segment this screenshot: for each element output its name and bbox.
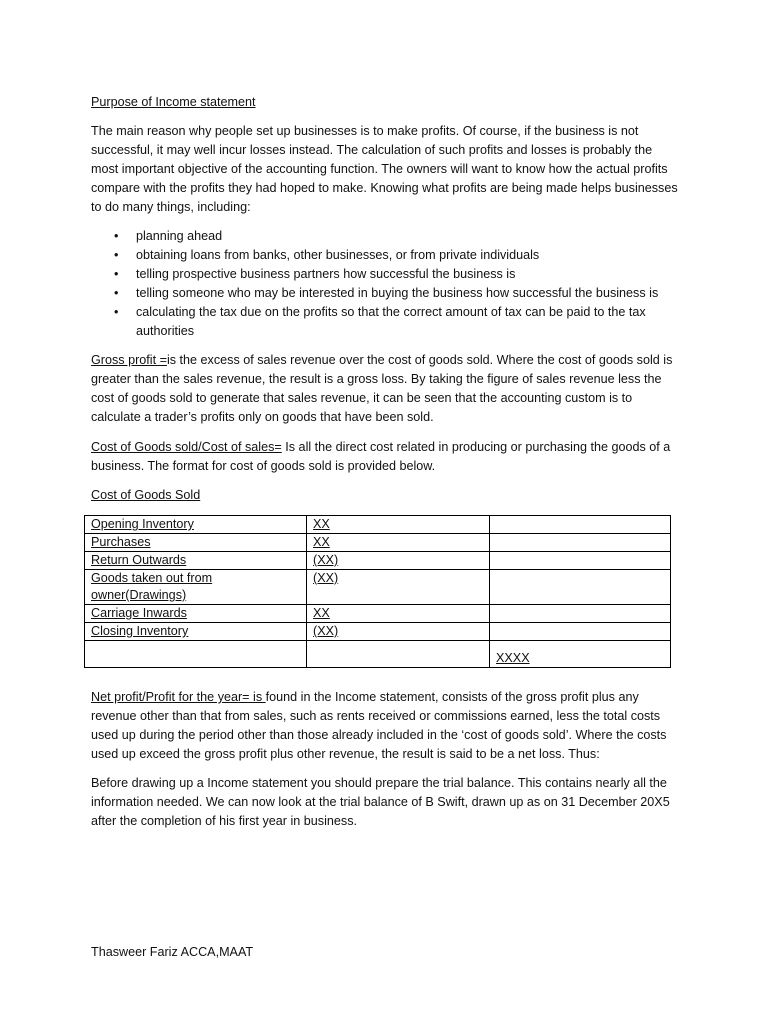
table-cell-total: [490, 516, 671, 534]
gross-profit-text: is the excess of sales revenue over the cost of goods sold. Where the cost of goods sold is greater than the sales revenue, the result is a gross loss. By taking the figure of sales revenue less the cost of goods sold to generate that sales revenue, it can be seen that the accounting custom is to calculate a trader’s profits only on goods that have been sold.: [91, 353, 673, 424]
table-row: [85, 552, 671, 570]
table-cell-amount: (XX): [307, 623, 490, 641]
table-cell-total: [490, 534, 671, 552]
table-row: [85, 570, 671, 605]
table-row: [85, 534, 671, 552]
list-item: • planning ahead: [91, 227, 681, 246]
bullet-icon: •: [114, 229, 119, 243]
list-item: • telling someone who may be interested in buying the business how successful the business is: [91, 284, 681, 303]
table-cell-label: Purchases: [85, 534, 307, 552]
table-cell-amount: [307, 641, 490, 668]
table-cell-amount: (XX): [307, 552, 490, 570]
bullet-list: [91, 227, 681, 341]
table-cell-label: [85, 641, 307, 668]
table-row: [85, 641, 671, 668]
gross-profit-paragraph: [91, 351, 681, 427]
bullet-icon: •: [114, 267, 119, 281]
table-cell-total: XXXX: [490, 641, 671, 668]
table-cell-total: [490, 623, 671, 641]
table-row: [85, 605, 671, 623]
section-heading: Purpose of Income statement: [91, 95, 256, 109]
table-row: [85, 516, 671, 534]
bullet-icon: •: [114, 286, 119, 300]
author-footer: Thasweer Fariz ACCA,MAAT: [91, 945, 254, 959]
cogs-table: [84, 515, 671, 668]
table-cell-amount: XX: [307, 516, 490, 534]
net-profit-paragraph: [91, 688, 681, 764]
trial-balance-paragraph: Before drawing up a Income statement you should prepare the trial balance. This contains nearly all the information needed. We can now look at the trial balance of B Swift, drawn up as on 31 December 20X5 after the completion of his first year in business.: [91, 776, 670, 828]
bullet-icon: •: [114, 248, 119, 262]
table-cell-total: [490, 605, 671, 623]
table-cell-amount: (XX): [307, 570, 490, 605]
cogs-title: Cost of Goods Sold: [91, 488, 201, 502]
list-item: • telling prospective business partners how successful the business is: [91, 265, 681, 284]
intro-paragraph: The main reason why people set up businesses is to make profits. Of course, if the business is not successful, it may well incur losses instead. The calculation of such profits and losses is probably the most important objective of the accounting function. The owners will want to know how the actual profits compare with the profits they had hoped to make. Knowing what profits are being made helps businesses to do many things, including:: [91, 124, 678, 214]
list-item: • obtaining loans from banks, other businesses, or from private individuals: [91, 246, 681, 265]
table-cell-amount: XX: [307, 605, 490, 623]
table-cell-label: Return Outwards: [85, 552, 307, 570]
table-cell-total: [490, 552, 671, 570]
table-cell-total: [490, 570, 671, 605]
net-profit-text: found in the Income statement, consists of the gross profit plus any revenue other than that from sales, such as rents received or commissions earned, less the total costs used up during the period other than those already included in the ‘cost of goods sold’. Where the costs used up exceed the gross profit plus other revenue, the result is said to be a net loss. Thus:: [91, 690, 667, 761]
table-cell-amount: XX: [307, 534, 490, 552]
cogs-text: Is all the direct cost related in producing or purchasing the goods of a business. The format for cost of goods sold is provided below.: [91, 440, 671, 473]
net-profit-term: Net profit/Profit for the year= is: [91, 690, 266, 704]
bullet-icon: •: [114, 305, 119, 319]
gross-profit-term: Gross profit =: [91, 353, 167, 367]
cogs-term: Cost of Goods sold/Cost of sales=: [91, 440, 282, 454]
table-row: [85, 623, 671, 641]
list-item: • calculating the tax due on the profits so that the correct amount of tax can be paid to the tax authorities: [114, 305, 646, 338]
cogs-definition-paragraph: [91, 438, 681, 476]
table-cell-label: Goods taken out from owner(Drawings): [85, 570, 307, 605]
table-cell-label: Closing Inventory: [85, 623, 307, 641]
table-cell-label: Carriage Inwards: [85, 605, 307, 623]
table-cell-label: Opening Inventory: [85, 516, 307, 534]
